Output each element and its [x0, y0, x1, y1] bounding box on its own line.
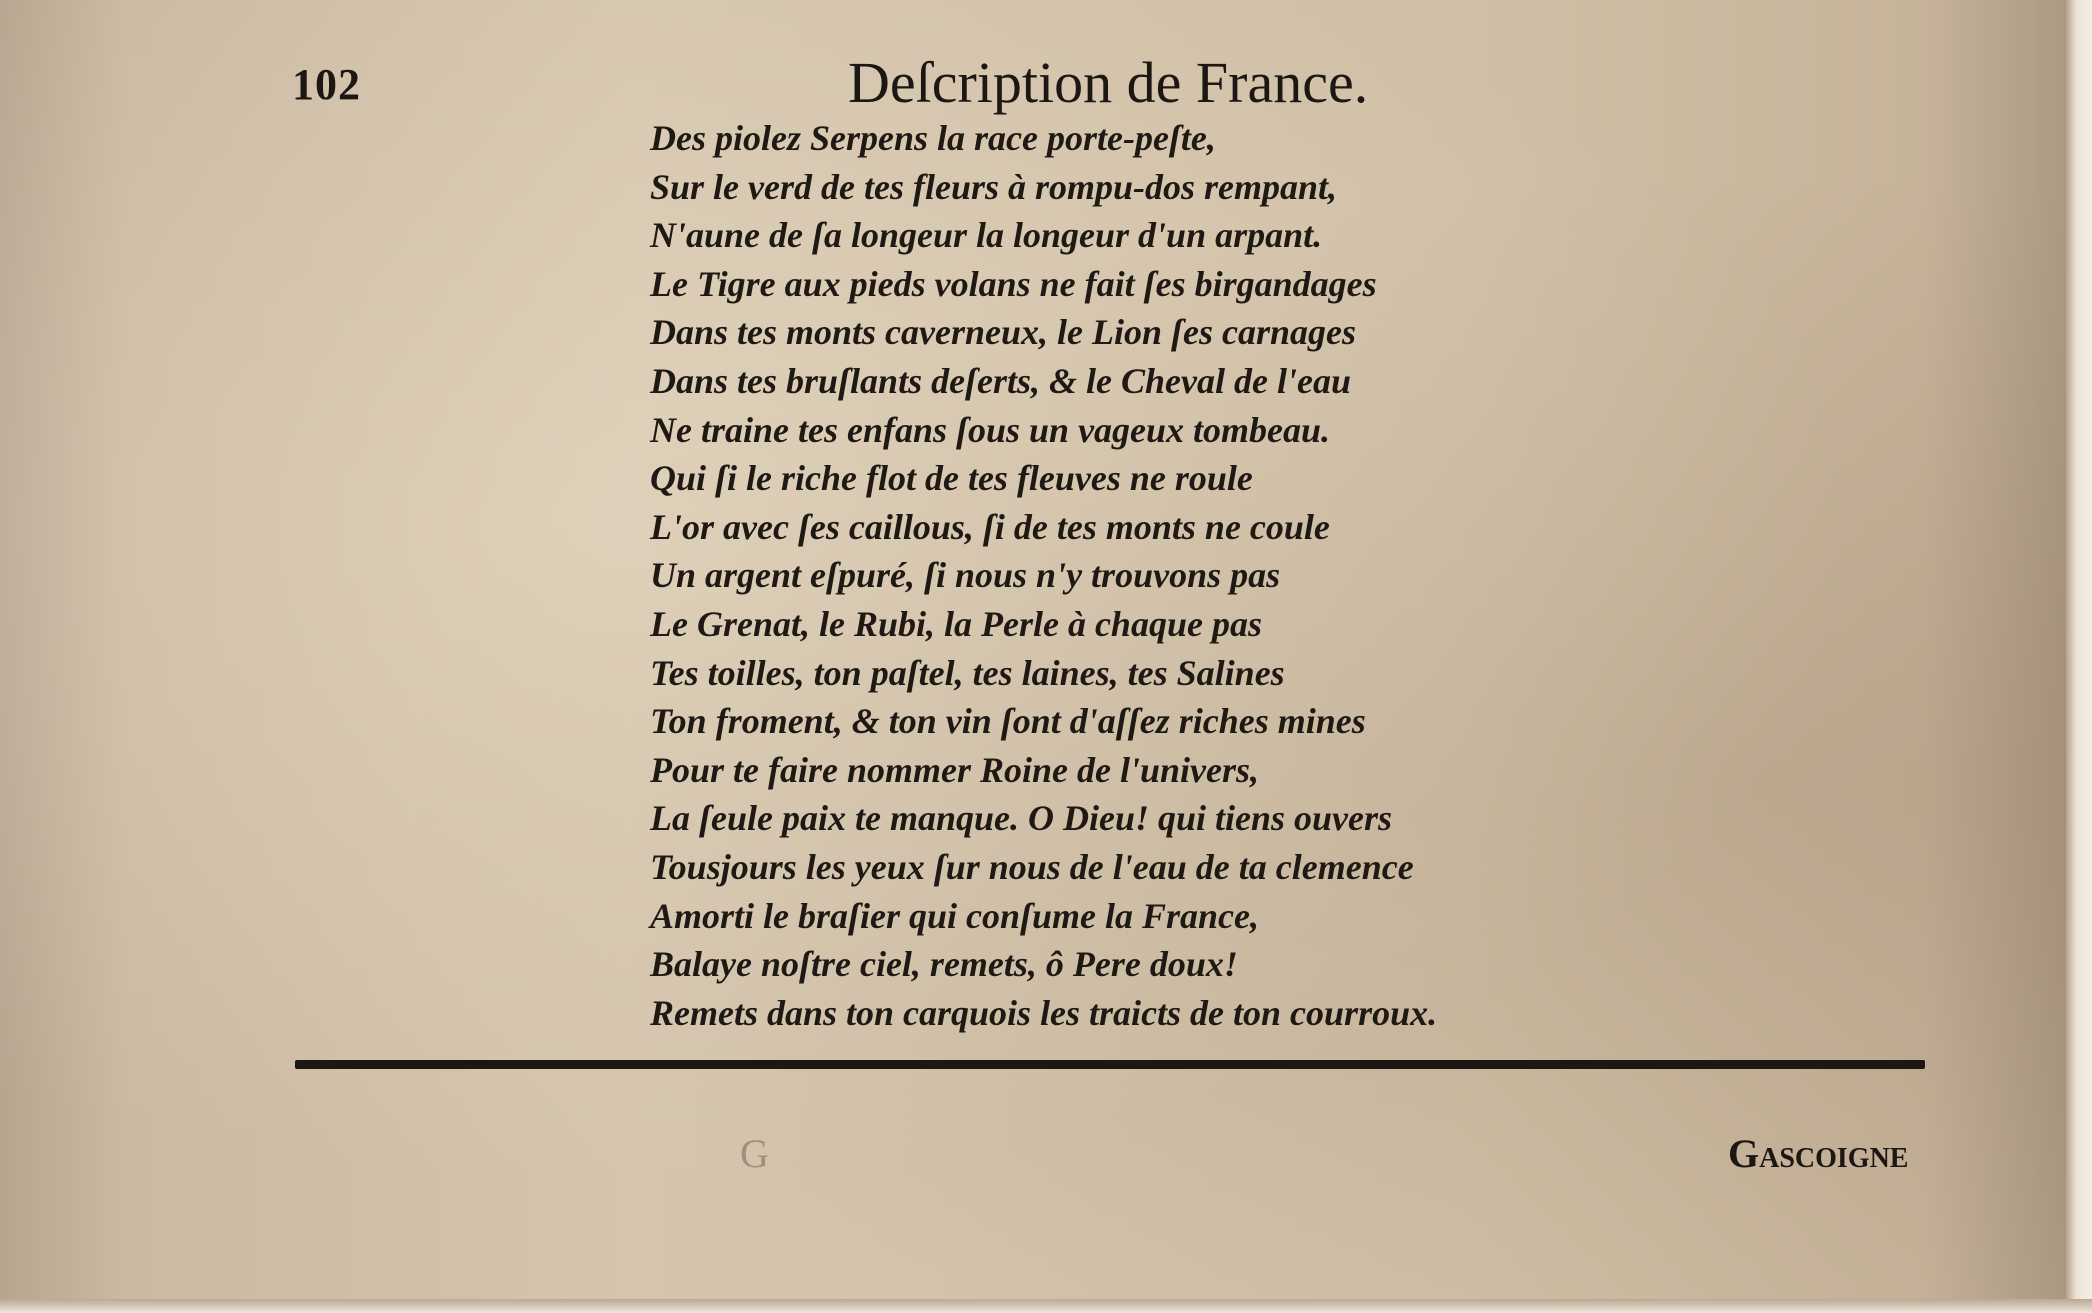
- poem-line: La ſeule paix te manque. O Dieu! qui tiens ouvers: [650, 798, 1393, 839]
- page-number: 102: [292, 60, 361, 109]
- signature-mark: G: [740, 1131, 769, 1176]
- poem-line: Tes toilles, ton paſtel, tes laines, tes Salines: [650, 652, 1285, 693]
- page-edge-bottom: [0, 1299, 2092, 1313]
- poem-line: Le Tigre aux pieds volans ne fait ſes birgandages: [650, 263, 1377, 304]
- poem-line: Pour te faire nommer Roine de l'univers,: [650, 749, 1260, 790]
- show-through-text-right: [1450, 130, 1675, 178]
- poem-verse: [650, 114, 1437, 1037]
- poem-line: Ne traine tes enfans ſous un vageux tombeau.: [650, 409, 1331, 450]
- poem-line: Qui ſi le riche flot de tes fleuves ne roule: [650, 458, 1253, 499]
- poem-line: Des piolez Serpens la race porte-peſte,: [650, 118, 1216, 158]
- page-edge-right: [2066, 0, 2092, 1313]
- poem-line: Ton froment, & ton vin ſont d'aſſez riches mines: [650, 701, 1366, 742]
- poem-line: Sur le verd de tes fleurs à rompu-dos rempant,: [650, 166, 1338, 207]
- poem-line: L'or avec ſes caillous, ſi de tes monts ne coule: [650, 506, 1330, 547]
- poem-line: Dans tes monts caverneux, le Lion ſes carnages: [650, 312, 1356, 353]
- poem-line: Tousjours les yeux ſur nous de l'eau de ta clemence: [650, 846, 1414, 887]
- running-head: Deſcription de France.: [848, 50, 1369, 115]
- poem-line: Balaye noſtre ciel, remets, ô Pere doux!: [650, 944, 1238, 985]
- poem-line: Amorti le braſier qui conſume la France,: [650, 895, 1260, 936]
- poem-line: N'aune de ſa longeur la longeur d'un arpant.: [650, 215, 1323, 256]
- poem-line: Remets dans ton carquois les traicts de ton courroux.: [650, 992, 1438, 1033]
- catchword: Gascoigne: [1728, 1131, 1909, 1176]
- poem-line: Un argent eſpuré, ſi nous n'y trouvons pas: [650, 555, 1281, 596]
- horizontal-rule: [295, 1060, 1925, 1069]
- poem-line: Le Grenat, le Rubi, la Perle à chaque pas: [650, 603, 1262, 644]
- poem-line: Dans tes bruſlants deſerts, & le Cheval de l'eau: [650, 360, 1351, 401]
